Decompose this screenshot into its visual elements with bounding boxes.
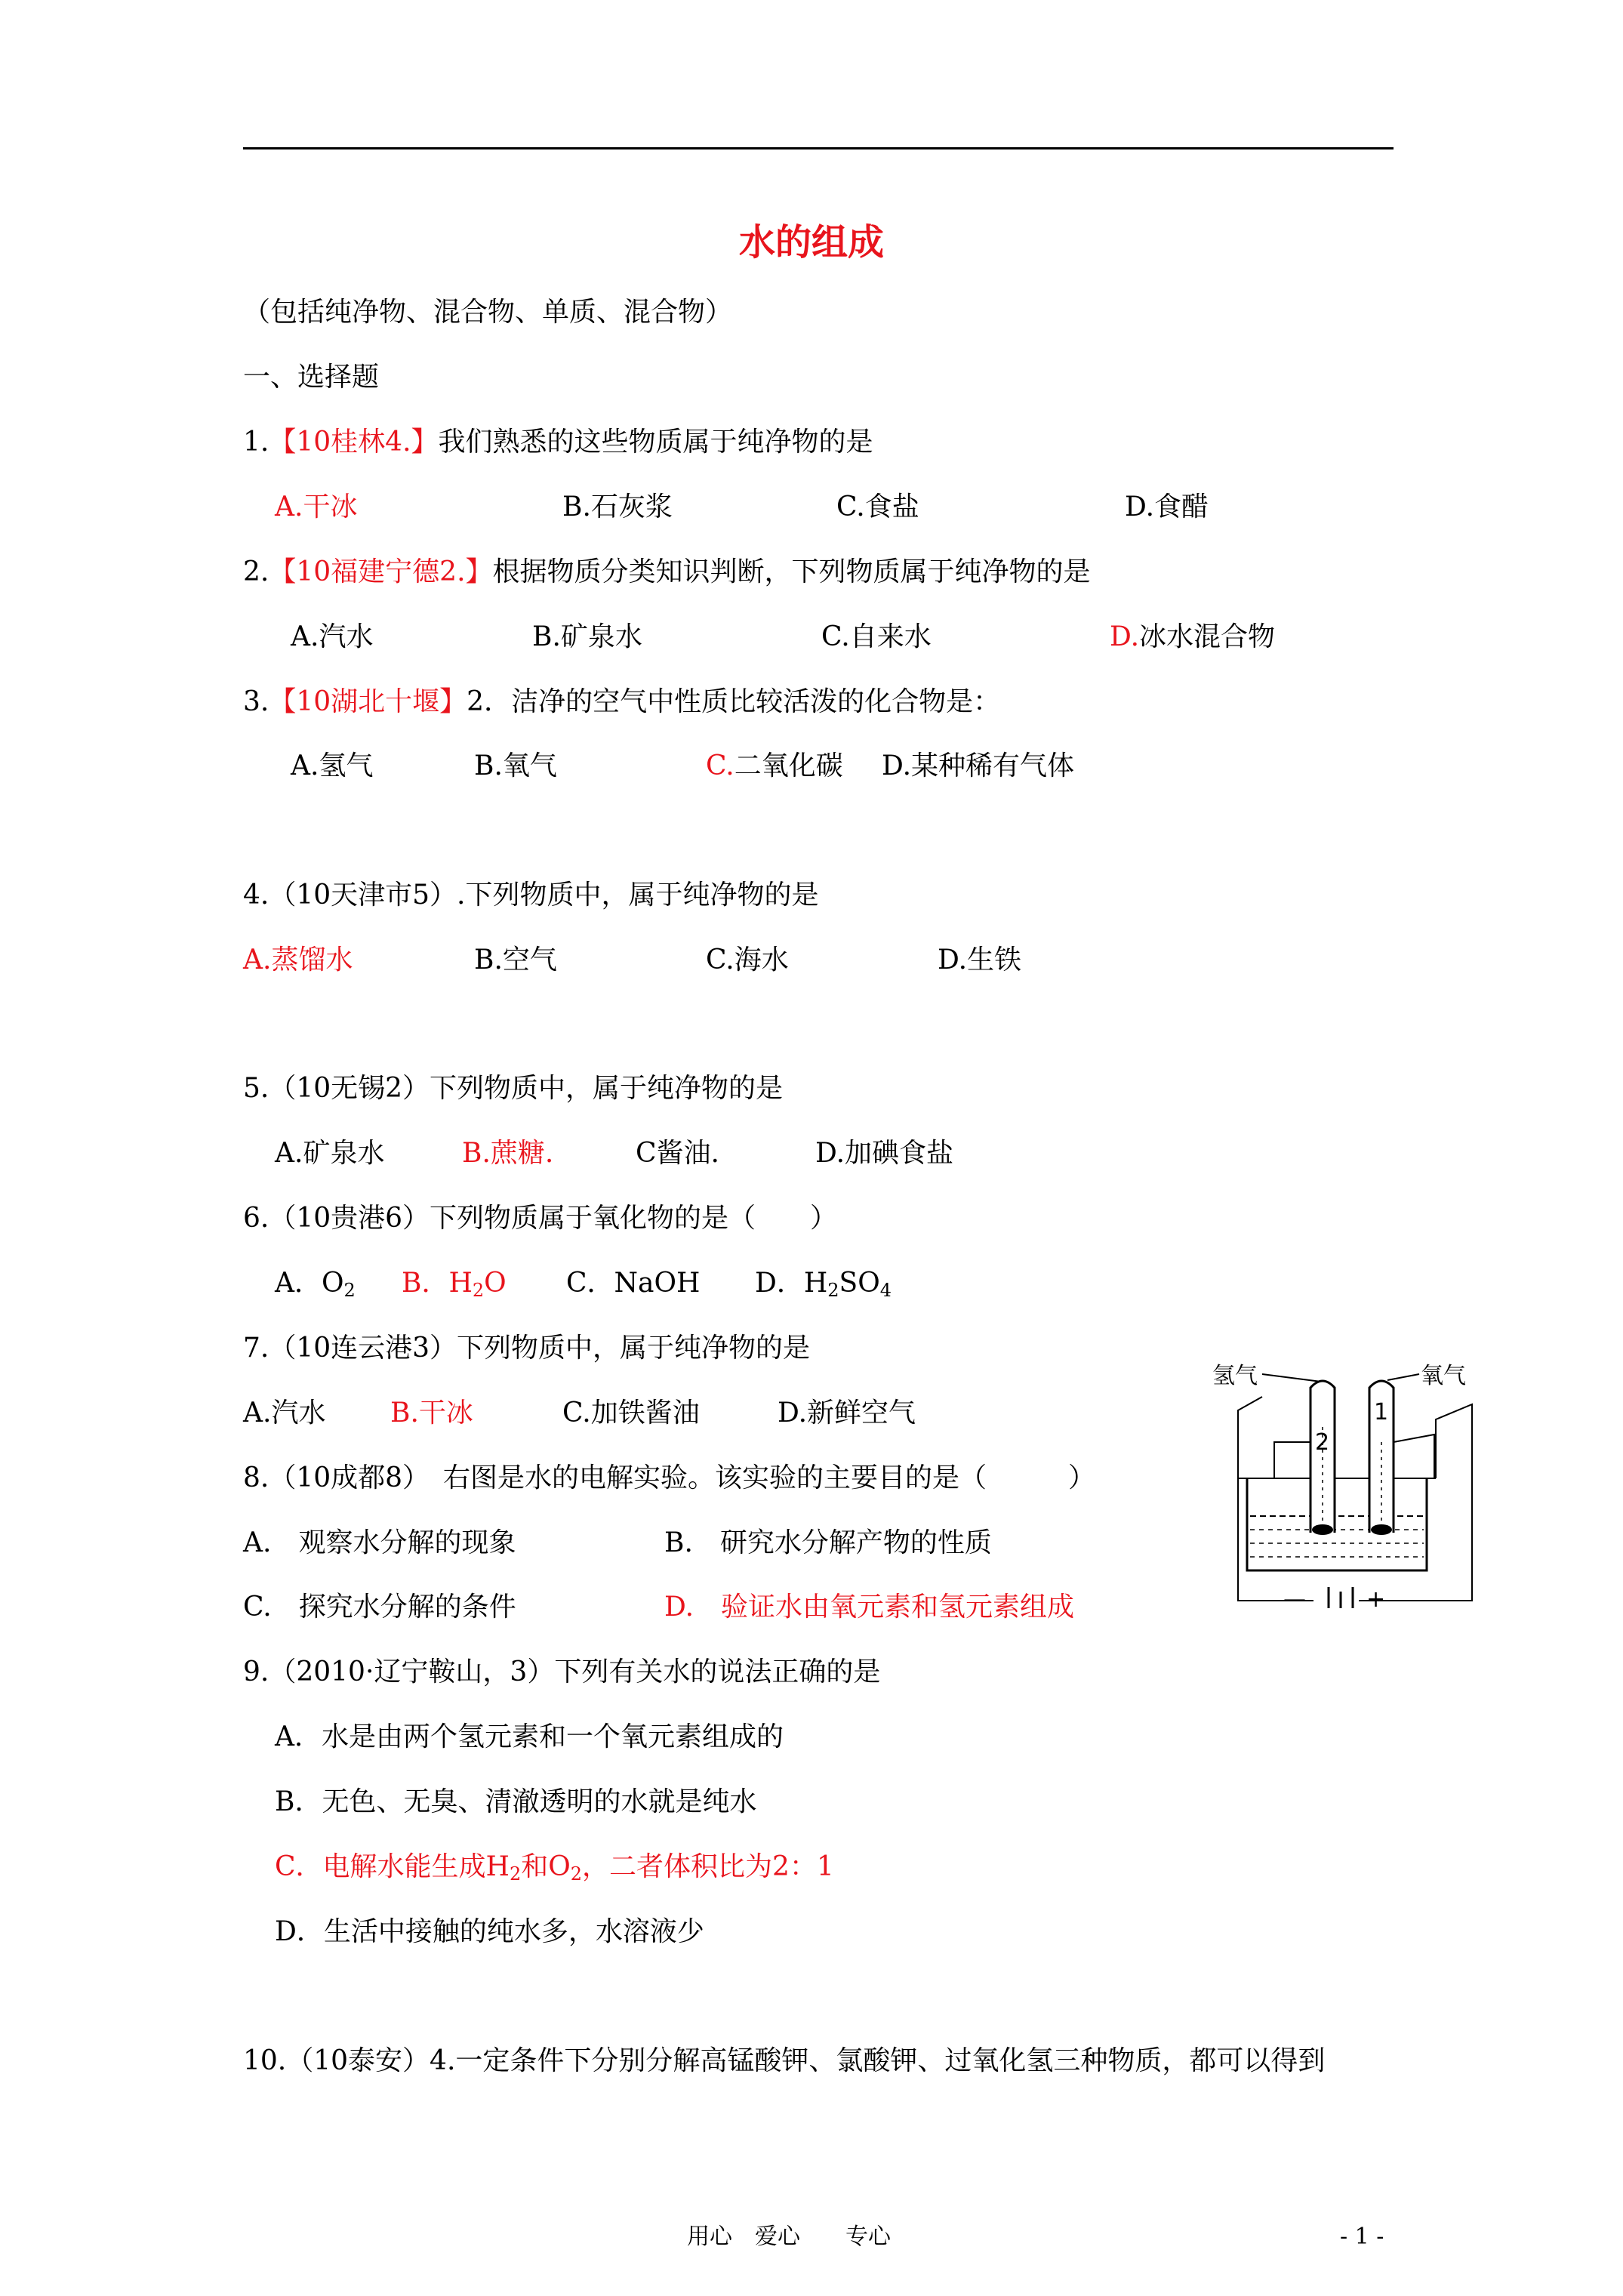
q5-option-c: C酱油.: [636, 1138, 719, 1169]
q2-num: 2.: [243, 556, 269, 587]
q6-option-b-text: B．H: [402, 1268, 473, 1299]
q1-source: 【10桂林4.】: [269, 427, 439, 458]
q7-option-a: A.汽水: [243, 1398, 326, 1428]
q6-option-d-text: D．H: [755, 1268, 828, 1299]
q6-option-b-text2: O: [484, 1268, 507, 1299]
q9-option-b: B．无色、无臭、清澈透明的水就是纯水: [275, 1786, 757, 1817]
q2-option-a: A.汽水: [291, 621, 374, 652]
figure-plus: +: [1366, 1586, 1386, 1608]
q8-option-c: C. 探究水分解的条件: [243, 1592, 516, 1623]
question-1: [243, 426, 873, 459]
q1-num: 1.: [243, 427, 269, 458]
page-title: 水的组成: [738, 221, 884, 264]
q6-option-d-sub2: 4: [879, 1280, 892, 1301]
question-8: 8.（10成都8） 右图是水的电解实验。该实验的主要目的是（ ）: [243, 1462, 1096, 1493]
figure-label-hydrogen: 氢气: [1212, 1363, 1258, 1389]
q6-option-d-text2: SO: [839, 1268, 880, 1299]
q1-option-a: A.干冰: [275, 492, 358, 522]
question-10: 10.（10泰安）4.一定条件下分别分解高锰酸钾、氯酸钾、过氧化氢三种物质，都可以得到: [243, 2045, 1326, 2076]
question-6: 6.（10贵港6）下列物质属于氧化物的是（ ）: [243, 1203, 838, 1234]
question-7: 7.（10连云港3）下列物质中，属于纯净物的是: [243, 1333, 811, 1364]
question-9: 9.（2010·辽宁鞍山，3）下列有关水的说法正确的是: [243, 1657, 881, 1687]
q7-option-c: C.加铁酱油: [562, 1398, 700, 1428]
q8-option-d: D. 验证水由氧元素和氢元素组成: [664, 1592, 1075, 1623]
q3-option-c-text: 二氧化碳: [734, 750, 843, 781]
q6-option-c: C．NaOH: [566, 1268, 701, 1299]
q2-option-d-text: 冰水混合物: [1139, 621, 1276, 652]
q3-option-c-letter: C.: [706, 750, 735, 781]
q3-option-b: B.氧气: [474, 750, 557, 781]
question-4: 4.（10天津市5）.下列物质中，属于纯净物的是: [243, 880, 819, 911]
q3-option-a: A.氢气: [291, 750, 374, 781]
q6-option-d-sub1: 2: [827, 1280, 839, 1301]
q3-option-d: D.某种稀有气体: [882, 750, 1075, 781]
footer-motto: 用心 爱心 专心: [687, 2224, 891, 2250]
q9-option-c-text2: 和O: [521, 1851, 571, 1882]
figure-minus: —: [1283, 1586, 1306, 1608]
q6-option-b-sub: 2: [472, 1280, 485, 1301]
q7-option-b: B.干冰: [390, 1398, 473, 1428]
page-number: - 1 -: [1340, 2224, 1384, 2250]
q1-stem: 我们熟悉的这些物质属于纯净物的是: [438, 427, 873, 458]
header-rule: [243, 147, 1394, 149]
figure-tube-2: 2: [1315, 1429, 1330, 1456]
q9-option-a: A．水是由两个氢元素和一个氧元素组成的: [275, 1721, 784, 1752]
section-heading: 一、选择题: [243, 362, 380, 393]
q9-option-d: D．生活中接触的纯水多，水溶液少: [275, 1916, 704, 1947]
q4-option-d: D.生铁: [938, 945, 1022, 975]
q2-option-b: B.矿泉水: [532, 621, 642, 652]
q5-option-b: B.蔗糖.: [462, 1138, 554, 1169]
q3-num: 3.: [243, 686, 269, 717]
question-2: [243, 556, 1091, 589]
q9-option-c-sub2: 2: [570, 1863, 583, 1885]
question-5: 5.（10无锡2）下列物质中，属于纯净物的是: [243, 1073, 784, 1104]
q6-option-a: [275, 1267, 356, 1300]
q7-option-d: D.新鲜空气: [778, 1398, 916, 1428]
q6-option-b: [402, 1267, 507, 1300]
q9-option-c-sub1: 2: [509, 1863, 522, 1885]
q9-option-c: [275, 1851, 834, 1884]
q9-option-c-text3: ，二者体积比为2：1: [582, 1851, 834, 1882]
q2-option-d: [1110, 621, 1275, 654]
q6-option-d: [755, 1267, 892, 1300]
electrolysis-diagram: [1208, 1351, 1480, 1608]
q3-stem: 2．洁净的空气中性质比较活泼的化合物是：: [467, 686, 1001, 717]
q4-option-c: C.海水: [706, 945, 789, 975]
q3-source: 【10湖北十堰】: [269, 686, 467, 717]
q6-option-a-text: A．O: [275, 1268, 344, 1299]
q2-stem: 根据物质分类知识判断，下列物质属于纯净物的是: [492, 556, 1091, 587]
q6-option-a-sub: 2: [343, 1280, 356, 1301]
q4-option-b: B.空气: [474, 945, 557, 975]
q8-option-b: B. 研究水分解产物的性质: [664, 1527, 992, 1558]
q4-option-a: A.蒸馏水: [243, 945, 353, 975]
q5-option-d: D.加碘食盐: [815, 1138, 954, 1169]
subtitle: （包括纯净物、混合物、单质、混合物）: [243, 297, 733, 328]
figure-label-oxygen: 氧气: [1421, 1363, 1466, 1389]
q2-option-d-letter: D.: [1110, 621, 1140, 652]
q1-option-b: B.石灰浆: [562, 492, 673, 522]
q9-option-c-text1: C．电解水能生成H: [275, 1851, 510, 1882]
q2-option-c: C.自来水: [821, 621, 932, 652]
q2-source: 【10福建宁德2.】: [269, 556, 493, 587]
figure-tube-1: 1: [1374, 1399, 1389, 1425]
q5-option-a: A.矿泉水: [275, 1138, 385, 1169]
question-3: [243, 686, 1000, 719]
q1-option-c: C.食盐: [836, 492, 919, 522]
q3-option-c: [706, 750, 843, 783]
q1-option-d: D.食醋: [1125, 492, 1209, 522]
q8-option-a: A. 观察水分解的现象: [243, 1527, 516, 1558]
